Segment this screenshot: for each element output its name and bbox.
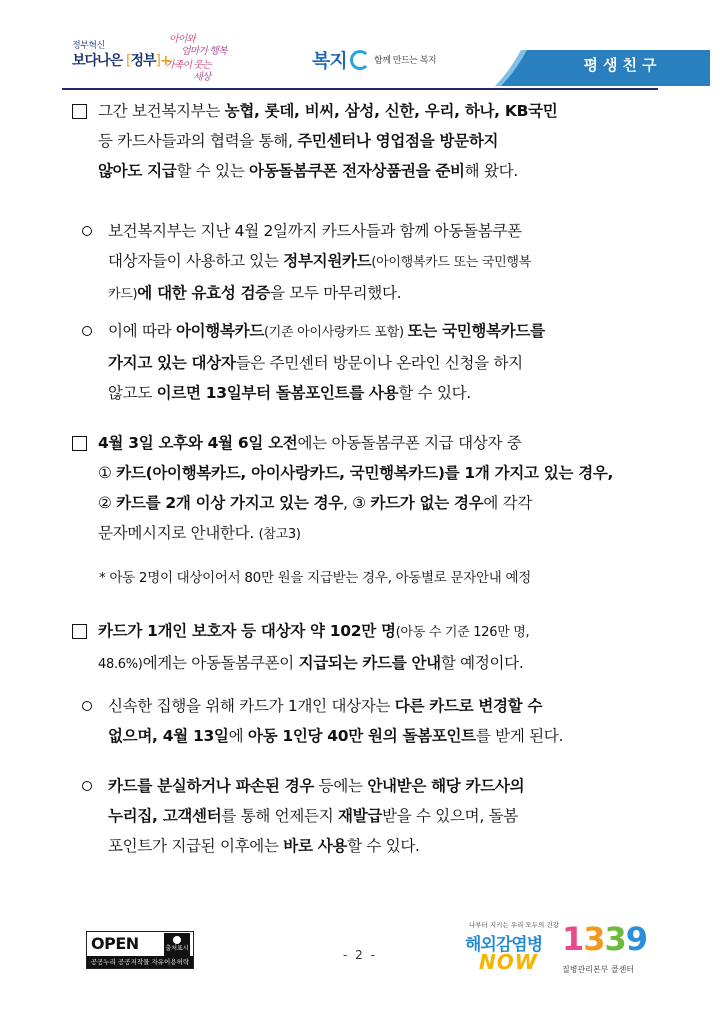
- bold-text: 에 대한 유효성 검증: [137, 284, 270, 302]
- bold-text: 정부지원카드: [283, 252, 372, 270]
- text: (기존 아이사랑카드 포함): [264, 325, 408, 340]
- text-line: [108, 316, 656, 348]
- bold-text: 아이행복카드: [175, 322, 264, 340]
- bold-text: 않아도 지급: [98, 162, 177, 180]
- bold-text: 카드가 없는 경우: [370, 494, 484, 512]
- kogl-open-license-logo: [86, 931, 194, 969]
- text: 그간 보건복지부는: [98, 102, 225, 120]
- paragraph: [108, 771, 656, 861]
- text: 등에는: [314, 777, 368, 795]
- header-rule: [62, 88, 658, 90]
- bold-text: 아동 1인당 40만 원의 돌봄포인트: [247, 727, 476, 745]
- text: 카드): [108, 287, 138, 302]
- slogan-line: 가족이 웃는: [165, 60, 211, 71]
- square-bullet-icon: [72, 624, 87, 639]
- text: 에 각각: [483, 494, 532, 512]
- text-line: [98, 126, 658, 156]
- text: 할 수 있는: [176, 162, 250, 180]
- now-logo-title: 해외감염병: [465, 935, 543, 955]
- slogan-line: 세상: [193, 72, 211, 83]
- bokji-tagline: 함께 만드는 복지: [374, 56, 437, 66]
- text: 보건복지부는 지난 4월 2일까지 카드사들과 함께 아동돌봄쿠폰: [108, 222, 522, 240]
- text: 이에 따라: [108, 322, 176, 340]
- bokji-logo: [312, 46, 472, 76]
- square-bullet-icon: [72, 436, 87, 451]
- text-line: [108, 378, 656, 408]
- text: 등 카드사들과의 협력을 통해,: [98, 132, 298, 150]
- text: , ③: [342, 494, 371, 512]
- text-line: [98, 428, 658, 458]
- text: 를 받게 된다.: [475, 727, 564, 745]
- text-line: [98, 648, 658, 680]
- text-line: [108, 831, 656, 861]
- text-line: [98, 488, 658, 518]
- paragraph: [108, 216, 656, 310]
- overseas-infection-now-logo: [465, 920, 559, 980]
- text: 할 수 있다.: [347, 837, 420, 855]
- text: 포인트가 지급된 이후에는: [108, 837, 284, 855]
- open-mark: OPEN: [91, 934, 139, 953]
- kogl-caption: 공공누리 공공저작물 자유이용허락: [87, 956, 193, 968]
- text: 에는 아동돌봄쿠폰 지급 대상자 중: [297, 434, 522, 452]
- text: 들은 주민센터 방문이나 온라인 신청을 하지: [235, 354, 523, 372]
- text-line: [98, 616, 658, 648]
- text: (참고3): [258, 527, 301, 542]
- circle-bullet-icon: [82, 701, 92, 711]
- text: 신속한 집행을 위해 카드가 1개인 대상자는: [108, 697, 395, 715]
- now-logo-word: NOW: [479, 950, 538, 974]
- text: 할 수 있다.: [398, 384, 471, 402]
- slogan-line: 아이와: [169, 34, 195, 45]
- slogan-line: 엄마가 행복: [181, 46, 227, 57]
- footnote: * 아동 2명이 대상이어서 80만 원을 지급받는 경우, 아동별로 문자안내 예정: [99, 570, 531, 586]
- bold-text: 없으며, 4월 13일: [108, 727, 229, 745]
- paragraph: [98, 96, 658, 186]
- text: ①: [98, 464, 117, 482]
- text-line: [108, 278, 656, 310]
- lifelong-friend-banner: [495, 44, 710, 94]
- text-line: [108, 691, 656, 721]
- text: 48.6%): [98, 657, 143, 672]
- text: ②: [98, 494, 117, 512]
- bokji-swirl-icon: [350, 50, 370, 70]
- banner-text: 평생친구: [583, 56, 662, 74]
- bold-text: 가지고 있는 대상자: [108, 354, 236, 372]
- text: 받을 수 있으며, 돌봄: [382, 807, 518, 825]
- text-line: [98, 156, 658, 186]
- bold-text: 카드가 1개인 보호자 등 대상자 약 102만 명: [98, 622, 396, 640]
- slogan-logo: [165, 30, 225, 86]
- text: 않고도: [108, 384, 157, 402]
- text: 할 예정이다.: [440, 654, 524, 672]
- gov-logo-small-text: 정부혁신: [72, 41, 105, 51]
- attribution-icon: 출처표시: [164, 933, 190, 956]
- text-line: [108, 801, 656, 831]
- bold-text: 재발급: [338, 807, 383, 825]
- circle-bullet-icon: [82, 226, 92, 236]
- gov-logo-main-text: 보다나은 [정부]+: [72, 53, 171, 69]
- text: (아동 수 기준 126만 명,: [395, 625, 530, 640]
- paragraph: [108, 316, 656, 408]
- text-line: [108, 216, 656, 246]
- bokji-logo-name: 복지: [312, 50, 347, 72]
- text: 해 왔다.: [464, 162, 518, 180]
- text-line: [98, 458, 658, 488]
- paragraph: [98, 616, 658, 680]
- bold-text: 바로 사용: [283, 837, 348, 855]
- paragraph: [98, 428, 658, 550]
- text: 을 모두 마무리했다.: [269, 284, 402, 302]
- text: (아이행복카드 또는 국민행복: [371, 255, 531, 270]
- bold-text: 카드를 분실하거나 파손된 경우: [108, 777, 315, 795]
- bold-text: 카드를 2개 이상 가지고 있는 경우: [116, 494, 343, 512]
- text-line: [108, 771, 656, 801]
- text: 에게는 아동돌봄쿠폰이: [142, 654, 299, 672]
- bold-text: 지급되는 카드를 안내: [298, 654, 441, 672]
- paragraph: [108, 691, 656, 751]
- text: 에: [228, 727, 248, 745]
- bold-text: 또는 국민행복카드를: [407, 322, 545, 340]
- hotline-caption: 질병관리본부 콜센터: [562, 965, 635, 974]
- bold-text: 4월 3일 오후와 4월 6일 오전: [98, 434, 298, 452]
- header: [0, 0, 720, 100]
- square-bullet-icon: [72, 104, 87, 119]
- page-number: - 2 -: [343, 948, 377, 962]
- bold-text: 다른 카드로 변경할 수: [394, 697, 543, 715]
- text-line: [108, 721, 656, 751]
- text-line: [98, 96, 658, 126]
- bold-text: 이르면 13일부터 돌봄포인트를 사용: [156, 384, 399, 402]
- text: 문자메시지로 안내한다.: [98, 524, 259, 542]
- text-line: [98, 518, 658, 550]
- bold-text: 주민센터나 영업점을 방문하지: [297, 132, 499, 150]
- circle-bullet-icon: [82, 781, 92, 791]
- text-line: [108, 246, 656, 278]
- gov-innovation-logo: [70, 36, 171, 80]
- bold-text: 농협, 롯데, 비씨, 삼성, 신한, 우리, 하나, KB국민: [224, 102, 558, 120]
- hotline-1339-logo: [560, 920, 650, 982]
- hotline-number: 1339: [562, 920, 648, 958]
- bold-text: 아동돌봄쿠폰 전자상품권을 준비: [249, 162, 465, 180]
- now-logo-small-text: 나부터 지키는 우리 모두의 건강: [469, 921, 559, 929]
- bold-text: 누리집, 고객센터: [108, 807, 222, 825]
- text: 대상자들이 사용하고 있는: [108, 252, 284, 270]
- text-line: [108, 348, 656, 378]
- bold-text: 카드(아이행복카드, 아이사랑카드, 국민행복카드)를 1개 가지고 있는 경우,: [116, 464, 614, 482]
- circle-bullet-icon: [82, 326, 92, 336]
- text: 를 통해 언제든지: [221, 807, 338, 825]
- bold-text: 안내받은 해당 카드사의: [367, 777, 525, 795]
